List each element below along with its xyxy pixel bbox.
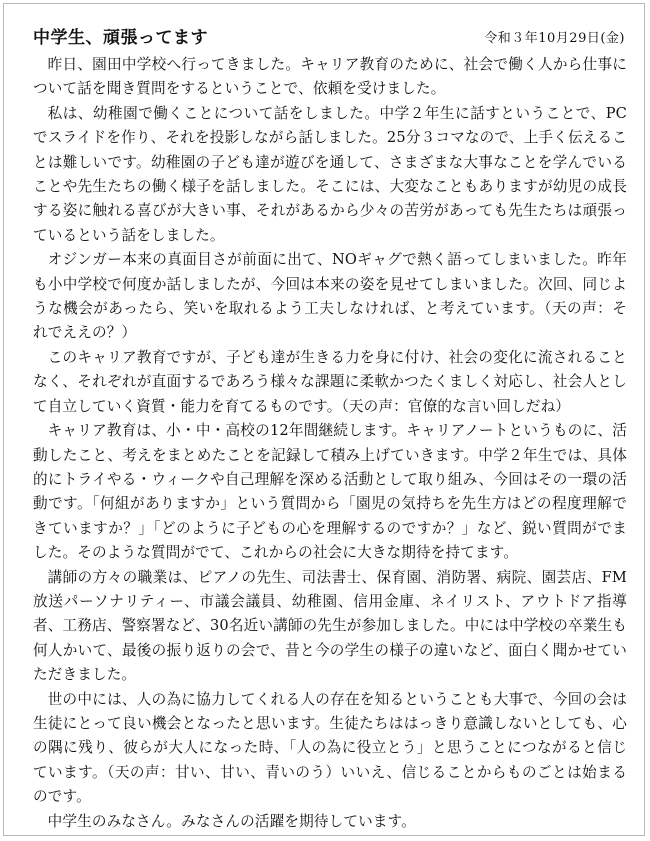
- article-body: [33, 53, 627, 834]
- paragraph-8: 中学生のみなさん。みなさんの活躍を期待しています。: [47, 812, 416, 830]
- paragraph-5: キャリア教育は、小・中・高校の12年間継続します。キャリアノートというものに、活動したこと、考えをまとめたことを記録して積み上げていきます。中学２年生では、具体的にトライやる・ウィークや自己理解を深める活動として取り組み、今回はその一環の活動です。「何組がありますか」という質問から「園児の気持ちを先生方はどの程度理解できていますか？」「どのように子どもの心を理解するのですか？」など、鋭い質問がでました。そのような質問がでて、これからの社会に大きな期待を持てます。: [33, 422, 627, 562]
- document-header: [33, 27, 625, 51]
- page-title: 中学生、頑張ってます: [33, 28, 208, 48]
- paragraph-7: 世の中には、人の為に協力してくれる人の存在を知るということも大事で、今回の会は生徒にとって良い機会となったと思います。生徒たちははっきり意識しないとしても、心の隅に残り、彼らが大人になった時、「人の為に役立とう」と思うことにつながると信じています。（天の声：甘い、甘い、青いのう）いいえ、信じることからものごとは始まるのです。: [33, 690, 627, 806]
- paragraph-1: 昨日、園田中学校へ行ってきました。キャリア教育のために、社会で働く人から仕事について話を聞き質問をするということで、依頼を受けました。: [33, 56, 627, 98]
- paragraph-3: オジンガー本来の真面目さが前面に出て、NOギャグで熱く語ってしまいました。昨年も小中学校で何度か話しましたが、今回は本来の姿を見せてしまいました。次回、同じような機会があったら、笑いを取れるよう工夫しなければ、と考えています。（天の声：それでええの？）: [33, 251, 627, 342]
- paragraph-4: このキャリア教育ですが、子ども達が生きる力を身に付け、社会の変化に流されることなく、それぞれが直面するであろう様々な課題に柔軟かつたくましく対応し、社会人として自立していく資質・能力を育てるものです。（天の声：官僚的な言い回しだね）: [33, 348, 627, 415]
- paragraph-6: 講師の方々の職業は、ピアノの先生、司法書士、保育園、消防署、病院、園芸店、FM放送パーソナリティー、市議会議員、幼稚園、信用金庫、ネイリスト、アウトドア指導者、工務店、警察署など、30名近い講師の先生が参加しました。中には中学校の卒業生も何人かいて、最後の振り返りの会で、昔と今の学生の様子の違いなど、面白く聞かせていただきました。: [33, 568, 627, 684]
- date-label: 令和３年10月29日(金): [484, 31, 625, 46]
- paragraph-2: 私は、幼稚園で働くことについて話をしました。中学２年生に話すということで、PCでスライドを作り、それを投影しながら話しました。25分３コマなので、上手く伝えることは難しいです。幼稚園の子ども達が遊びを通して、さまざまな大事なことを学んでいることや先生たちの働く様子を話しました。そこには、大変なこともありますが幼児の成長する姿に触れる喜びが大きい事、それがあるから少々の苦労があっても先生たちは頑張っているという話をしました。: [33, 104, 627, 244]
